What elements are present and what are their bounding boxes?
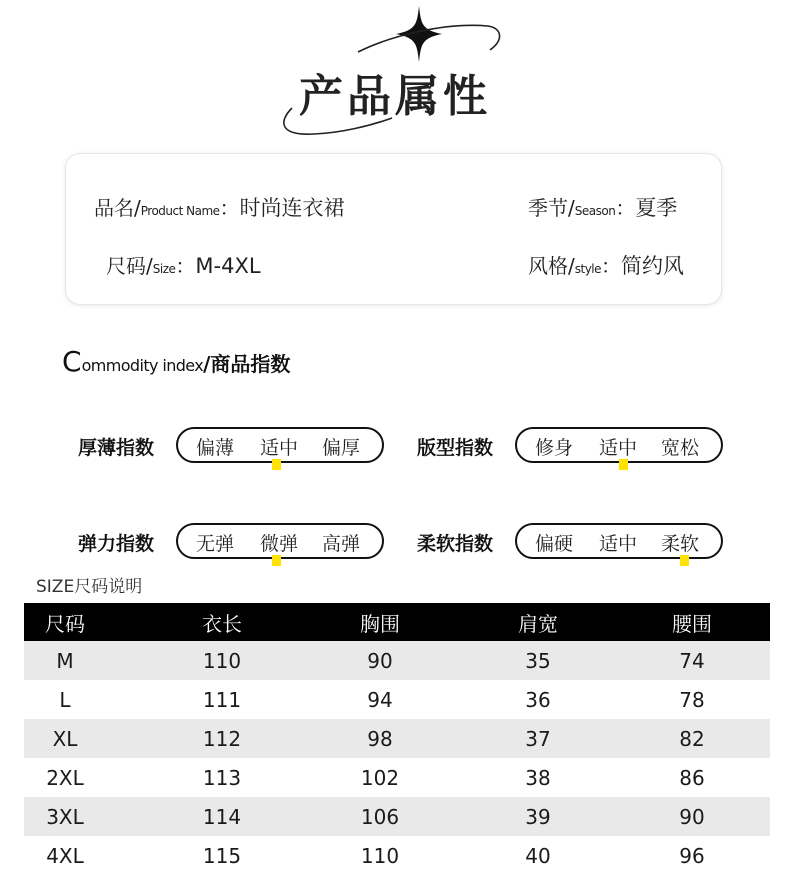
cell-waist: 82: [679, 726, 705, 751]
cell-shoulder: 40: [525, 843, 551, 868]
season-colon: ：: [615, 196, 636, 220]
table-header-row: [24, 603, 770, 641]
size-label-en: Size: [152, 262, 176, 276]
cell-bust: 90: [367, 648, 393, 673]
product-name-label-en: Product Name: [140, 204, 220, 218]
header-length: 衣长: [202, 611, 242, 636]
cell-shoulder: 36: [525, 687, 551, 712]
option-thick: 偏厚: [322, 437, 361, 459]
table-row: [24, 758, 770, 797]
fit-selected-marker: [619, 459, 628, 470]
elasticity-selected-marker: [272, 555, 281, 566]
commodity-index-heading: [62, 345, 290, 378]
cell-size: L: [59, 687, 71, 712]
header-shoulder: 肩宽: [518, 611, 558, 636]
cell-waist: 78: [679, 687, 705, 712]
softness-selected-marker: [680, 555, 689, 566]
table-row: [24, 797, 770, 836]
size-colon: ：: [175, 254, 196, 278]
option-regular: 适中: [599, 437, 638, 459]
style-label-en: style: [574, 262, 602, 276]
thickness-index-label: 厚薄指数: [78, 437, 155, 459]
style-row: [528, 250, 684, 280]
elasticity-index-label: 弹力指数: [78, 533, 155, 555]
option-medium: 适中: [260, 437, 299, 459]
option-thin: 偏薄: [196, 437, 235, 459]
season-value: 夏季: [635, 196, 678, 220]
size-chart-title: SIZE尺码说明: [36, 577, 143, 597]
product-name-colon: ：: [219, 196, 240, 220]
cell-bust: 102: [360, 765, 400, 790]
heading-english: ommodity index: [81, 356, 204, 375]
size-label: 尺码/: [106, 254, 153, 278]
sparkle-star-icon: [396, 6, 442, 62]
cell-waist: 90: [679, 804, 705, 829]
cell-size: XL: [52, 726, 78, 751]
softness-index-label: 柔软指数: [417, 533, 494, 555]
table-row: [24, 836, 770, 875]
season-label-en: Season: [574, 204, 616, 218]
page-title: 产品属性: [299, 71, 491, 122]
table-row: [24, 680, 770, 719]
option-stiff: 偏硬: [535, 533, 574, 555]
cell-length: 112: [202, 726, 242, 751]
cell-length: 115: [202, 843, 242, 868]
header-bust: 胸围: [360, 611, 400, 636]
cell-waist: 96: [679, 843, 705, 868]
cell-size: 2XL: [46, 765, 84, 790]
header-waist: 腰围: [672, 611, 712, 636]
cell-size: 4XL: [46, 843, 84, 868]
option-no-stretch: 无弹: [196, 533, 235, 555]
option-slight-stretch: 微弹: [260, 533, 299, 555]
cell-bust: 98: [367, 726, 393, 751]
option-soft: 柔软: [661, 533, 700, 555]
softness-index-scale: [515, 523, 723, 559]
option-slim: 修身: [535, 437, 574, 459]
cell-shoulder: 38: [525, 765, 551, 790]
cell-size: 3XL: [46, 804, 84, 829]
table-row: [24, 719, 770, 758]
heading-chinese: /商品指数: [203, 352, 291, 376]
heading-initial: C: [62, 345, 82, 378]
cell-length: 111: [202, 687, 242, 712]
cell-bust: 106: [360, 804, 400, 829]
product-name-label: 品名/: [94, 196, 141, 220]
style-colon: ：: [601, 254, 622, 278]
cell-bust: 110: [360, 843, 400, 868]
fit-index-scale: [515, 427, 723, 463]
product-attributes-card: [66, 154, 721, 304]
option-loose: 宽松: [661, 437, 700, 459]
product-name-value: 时尚连衣裙: [239, 196, 345, 220]
header-size: 尺码: [45, 611, 85, 636]
cell-shoulder: 37: [525, 726, 551, 751]
cell-shoulder: 39: [525, 804, 551, 829]
season-row: [528, 192, 677, 222]
cell-length: 113: [202, 765, 242, 790]
cell-waist: 86: [679, 765, 705, 790]
style-value: 简约风: [621, 254, 685, 278]
cell-size: M: [56, 648, 74, 673]
table-row: [24, 641, 770, 680]
elasticity-index-scale: [176, 523, 384, 559]
size-row: [106, 250, 261, 279]
option-high-stretch: 高弹: [322, 533, 361, 555]
cell-length: 114: [202, 804, 242, 829]
thickness-selected-marker: [272, 459, 281, 470]
style-label: 风格/: [528, 254, 575, 278]
thickness-index-scale: [176, 427, 384, 463]
cell-bust: 94: [367, 687, 393, 712]
option-moderate: 适中: [599, 533, 638, 555]
cell-length: 110: [202, 648, 242, 673]
cell-shoulder: 35: [525, 648, 551, 673]
product-name-row: [94, 192, 345, 222]
season-label: 季节/: [528, 196, 575, 220]
cell-waist: 74: [679, 648, 705, 673]
size-value: M-4XL: [195, 254, 261, 278]
fit-index-label: 版型指数: [417, 437, 494, 459]
